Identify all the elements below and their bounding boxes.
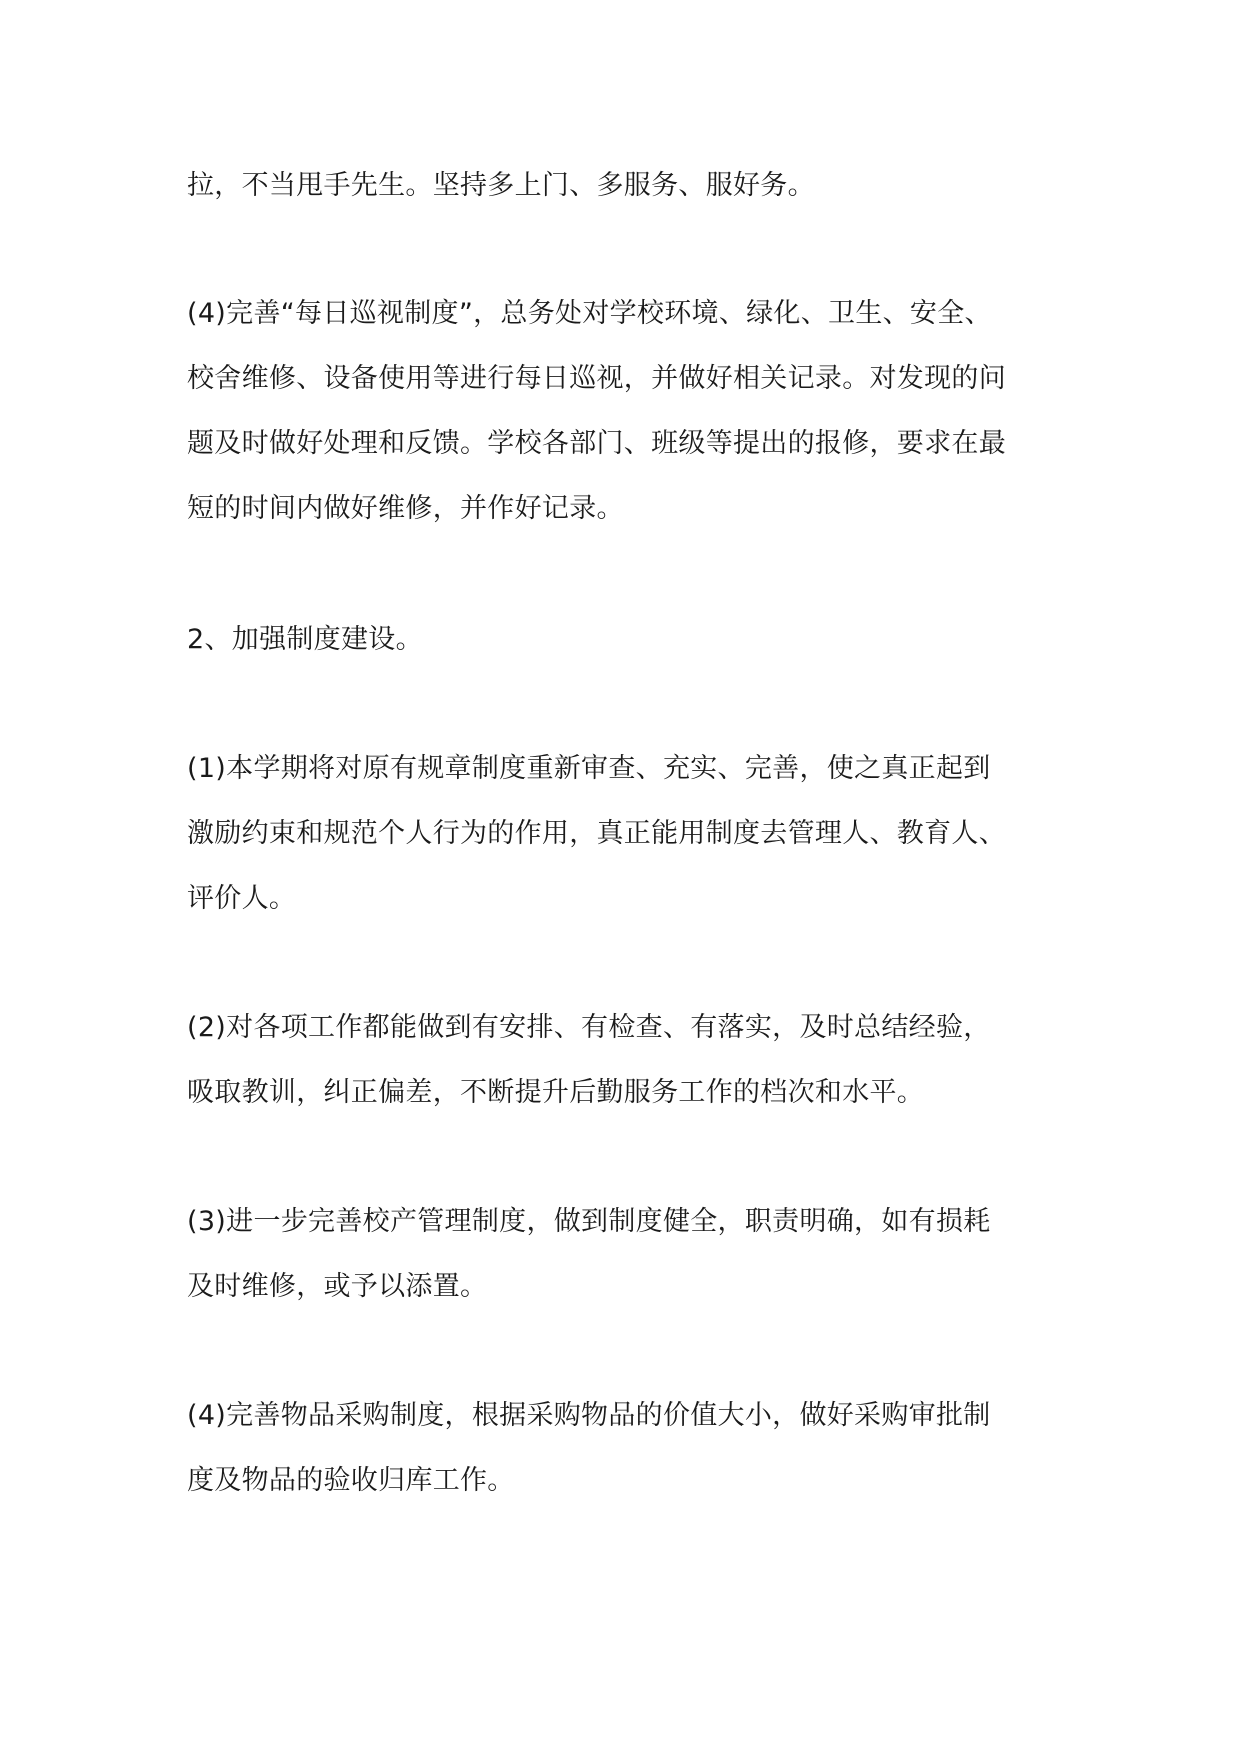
paragraph-line: (4)完善“每日巡视制度”，总务处对学校环境、绿化、卫生、安全、 xyxy=(187,298,992,329)
paragraph-line: 题及时做好处理和反馈。学校各部门、班级等提出的报修，要求在最 xyxy=(187,428,1006,459)
paragraph-line: (2)对各项工作都能做到有安排、有检查、有落实，及时总结经验， xyxy=(187,1012,991,1043)
paragraph-line: 激励约束和规范个人行为的作用，真正能用制度去管理人、教育人、 xyxy=(187,818,1006,849)
paragraph-line: 吸取教训，纠正偏差，不断提升后勤服务工作的档次和水平。 xyxy=(187,1077,925,1108)
paragraph-line: 及时维修，或予以添置。 xyxy=(187,1271,488,1302)
section-heading: 2、加强制度建设。 xyxy=(187,624,423,655)
paragraph-line: 拉，不当甩手先生。坚持多上门、多服务、服好务。 xyxy=(187,170,815,201)
paragraph-line: 短的时间内做好维修，并作好记录。 xyxy=(187,493,624,524)
paragraph-line: 校舍维修、设备使用等进行每日巡视，并做好相关记录。对发现的问 xyxy=(187,363,1006,394)
paragraph-line: (3)进一步完善校产管理制度，做到制度健全，职责明确，如有损耗 xyxy=(187,1206,991,1237)
paragraph-line: (4)完善物品采购制度，根据采购物品的价值大小，做好采购审批制 xyxy=(187,1400,991,1431)
paragraph-line: (1)本学期将对原有规章制度重新审查、充实、完善，使之真正起到 xyxy=(187,753,991,784)
paragraph-line: 评价人。 xyxy=(187,883,297,914)
paragraph-line: 度及物品的验收归库工作。 xyxy=(187,1465,515,1496)
